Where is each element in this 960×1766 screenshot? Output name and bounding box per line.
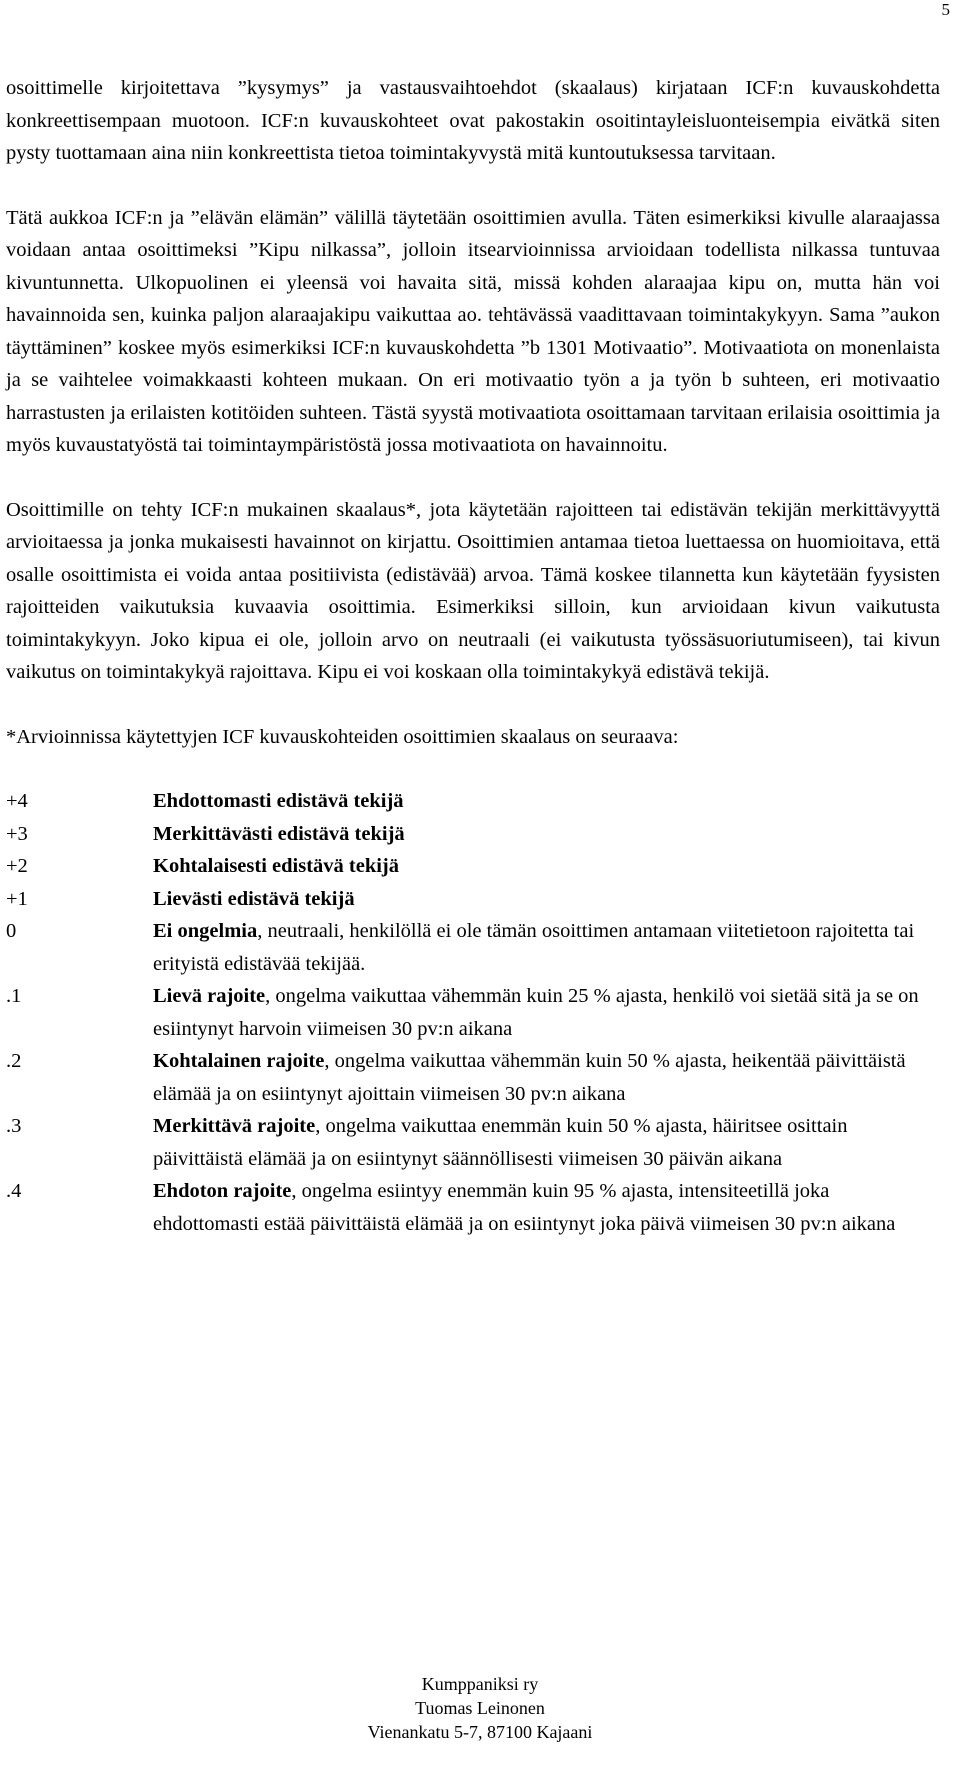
page-number: 5: [941, 0, 950, 19]
scale-term: Kohtalainen rajoite: [153, 1050, 325, 1072]
scale-term: Ehdottomasti edistävä tekijä: [153, 790, 404, 812]
scale-text: [153, 1175, 940, 1240]
scale-code: 0: [6, 920, 17, 942]
scale-intro: *Arvioinnissa käytettyjen ICF kuvauskohteiden osoittimien skaalaus on seuraava:: [6, 725, 679, 748]
scale-code: .4: [6, 1180, 22, 1202]
scale-row-zero: [6, 915, 940, 980]
footer-organization: Kumppaniksi ry: [421, 1674, 539, 1694]
scale-code: +1: [6, 887, 28, 910]
scale-row-plus4: [6, 785, 940, 818]
scale-text: [153, 1045, 940, 1110]
scale-code: +3: [6, 822, 28, 845]
scale-term: Ehdoton rajoite: [153, 1180, 292, 1202]
footer: [0, 1672, 960, 1744]
scale-text: [153, 915, 940, 980]
scale-term: Kohtalaisesti edistävä tekijä: [153, 855, 399, 877]
scale-text: [153, 980, 940, 1045]
scale-term: Merkittävä rajoite: [153, 1115, 316, 1137]
scale-text: [153, 883, 940, 916]
scale-code: .1: [6, 985, 22, 1007]
scale-text: [153, 1110, 940, 1175]
scale-row-plus3: [6, 818, 940, 851]
scale-code: +2: [6, 855, 28, 877]
paragraph-1: osoittimelle kirjoitettava ”kysymys” ja vastausvaihtoehdot (skaalaus) kirjataan ICF:n kuvauskohdetta konkreettisempaan muotoon. ICF:n kuvauskohteet ovat pakostakin osoitintayleisluonteisempia eivätkä siten pysty tuottamaan aina niin konkreettista tietoa toimintakyvystä mitä kuntoutuksessa tarvitaan.: [6, 77, 940, 164]
scale-text: [153, 785, 940, 818]
scale-row-plus2: [6, 850, 940, 883]
scale-term: Ei ongelmia: [153, 920, 258, 942]
scale-desc: , ongelma vaikuttaa vähemmän kuin 25 % ajasta, henkilö voi sietää sitä ja se on esiintynyt harvoin viimeisen 30 pv:n aikana: [153, 985, 919, 1040]
scale-code: .3: [6, 1115, 22, 1137]
scale-row-absolute: [6, 1175, 940, 1240]
scale-desc: , ongelma vaikuttaa enemmän kuin 50 % ajasta, häiritsee osittain päivittäistä elämää ja on esiintynyt säännöllisesti viimeisen 30 päivän aikana: [153, 1115, 848, 1170]
paragraph-2: Tätä aukkoa ICF:n ja ”elävän elämän” välillä täytetään osoittimien avulla. Täten esimerkiksi kivulle alaraajassa voidaan antaa osoittimeksi ”Kipu nilkassa”, jolloin itsearvioinnissa arvioidaan todellista nilkassa tuntuvaa kivuntunnetta. Ulkopuolinen ei yleensä voi havaita sitä, missä kohden alaraajaa kipu on, mutta hän voi havainnoida sen, kuinka paljon alaraajakipu vaikuttaa ao. tehtävässä vaadittavaan toimintakykyyn. Sama ”aukon täyttäminen” koskee myös esimerkiksi ICF:n kuvauskohdetta ”b 1301 Motivaatio”. Motivaatiota on monenlaista ja se vaihtelee voimakkaasti kohteen mukaan. On eri motivaatio työn a ja työn b suhteen, eri motivaatio harrastusten ja erilaisten kotitöiden suhteen. Tästä syystä motivaatiota osoittamaan tarvitaan erilaisia osoittimia ja myös kuvaustatyöstä tai toimintaympäristöstä jossa motivaatiota on havainnoitu.: [6, 206, 940, 456]
scale-term: Lievä rajoite: [153, 985, 266, 1007]
scale-text: [153, 850, 940, 883]
footer-person: Tuomas Leinonen: [415, 1698, 545, 1718]
scale-code: +4: [6, 790, 28, 812]
scale-row-significant: [6, 1110, 940, 1175]
scale-row-plus1: [6, 883, 940, 916]
scale-term: Lievästi edistävä tekijä: [153, 887, 355, 910]
scale-desc: , ongelma esiintyy enemmän kuin 95 % ajasta, intensiteetillä joka ehdottomasti estää päivittäistä elämää ja on esiintynyt joka päivä viimeisen 30 pv:n aikana: [153, 1180, 896, 1235]
paragraph-3: Osoittimille on tehty ICF:n mukainen skaalaus*, jota käytetään rajoitteen tai edistävän tekijän merkittävyyttä arvioitaessa ja jonka mukaisesti havainnot on kirjattu. Osoittimien antamaa tietoa luettaessa on huomioitava, että osalle osoittimista ei voida antaa positiivista (edistävää) arvoa. Tämä koskee tilannetta kun käytetään fyysisten rajoitteiden vaikutuksia kuvaavia osoittimia. Esimerkiksi silloin, kun arvioidaan kivun vaikutusta toimintakykyyn. Joko kipua ei ole, jolloin arvo on neutraali (ei vaikutusta työssäsuoriutumiseen), tai kivun vaikutus on toimintakykyä rajoittava. Kipu ei voi koskaan olla toimintakykyä edistävä tekijä.: [6, 498, 940, 683]
scale-code: .2: [6, 1050, 22, 1072]
scale-text: [153, 818, 940, 851]
scale-desc: , neutraali, henkilöllä ei ole tämän osoittimen antamaan viitetietoon rajoitetta tai erityistä edistävää tekijää.: [153, 920, 915, 975]
scale-row-moderate: [6, 1045, 940, 1110]
scale-term: Merkittävästi edistävä tekijä: [153, 822, 405, 845]
footer-address: Vienankatu 5-7, 87100 Kajaani: [367, 1722, 593, 1742]
scale-desc: , ongelma vaikuttaa vähemmän kuin 50 % ajasta, heikentää päivittäistä elämää ja on esiintynyt ajoittain viimeisen 30 pv:n aikana: [153, 1050, 906, 1105]
document-body: [6, 72, 940, 1240]
scale-list: [6, 785, 940, 1240]
scale-row-minor: [6, 980, 940, 1045]
